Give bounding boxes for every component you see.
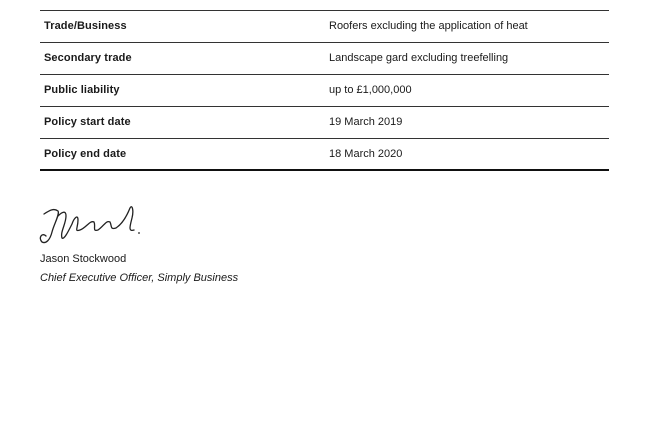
row-label: Public liability: [44, 84, 120, 96]
row-label: Policy end date: [44, 148, 127, 160]
row-value: up to £1,000,000: [329, 84, 412, 96]
signature-icon: [36, 202, 146, 250]
row-label: Policy start date: [44, 116, 131, 128]
row-value: 18 March 2020: [329, 148, 403, 160]
row-value: Roofers excluding the application of heat: [329, 20, 528, 32]
row-value: Landscape gard excluding treefelling: [329, 52, 509, 64]
table-row-secondary-trade: [40, 43, 609, 75]
table-row-policy-start-date: [40, 107, 609, 139]
signer-title: Chief Executive Officer, Simply Business: [40, 272, 239, 284]
table-row-public-liability: [40, 75, 609, 107]
row-label: Secondary trade: [44, 52, 132, 64]
table-row-trade-business: [40, 11, 609, 43]
row-label: Trade/Business: [44, 20, 127, 32]
table-row-policy-end-date: [40, 139, 609, 171]
row-value: 19 March 2019: [329, 116, 403, 128]
signer-name: Jason Stockwood: [40, 253, 127, 265]
